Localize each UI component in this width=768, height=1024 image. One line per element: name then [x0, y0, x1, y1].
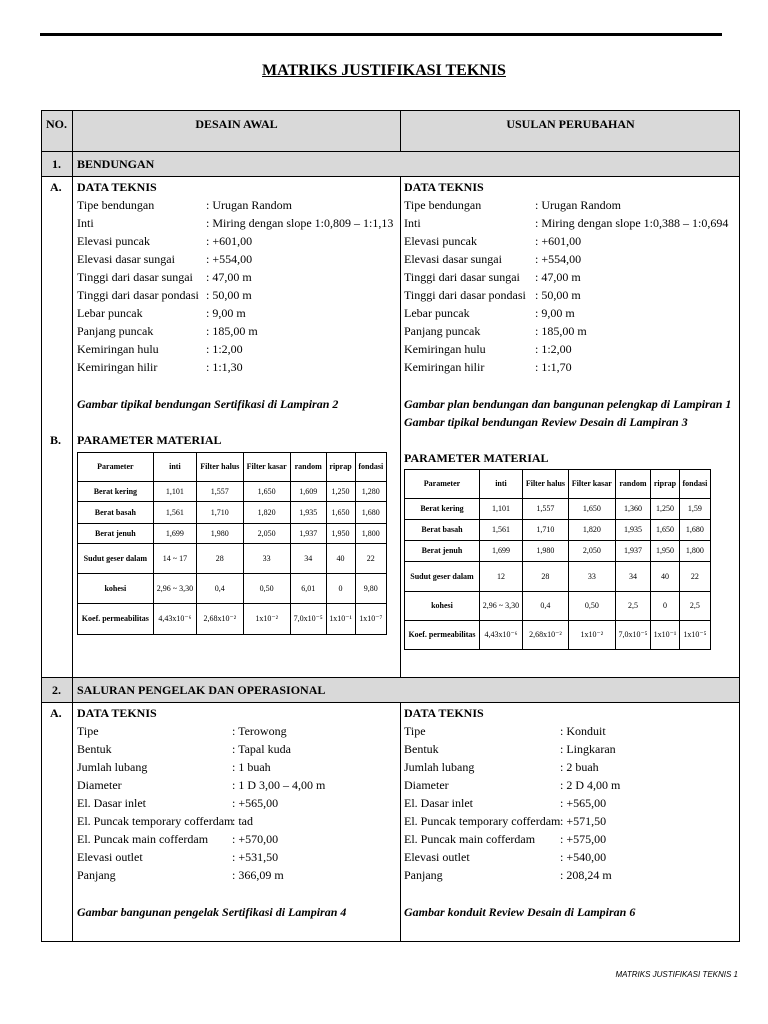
data-value: : Miring dengan slope 1:0,809 – 1:1,13	[206, 216, 394, 230]
page-footer: MATRIKS JUSTIFIKASI TEKNIS 1	[615, 970, 738, 979]
table-cell: 0,4	[197, 574, 243, 604]
data-value: : 2 D 4,00 m	[560, 778, 621, 792]
data-label: Tipe	[77, 724, 99, 738]
item-number: A.	[50, 180, 62, 194]
table-row-label: kohesi	[78, 574, 154, 604]
table-cell: 1x10⁻⁵	[679, 621, 710, 650]
table-cell: 1,557	[197, 482, 243, 502]
table-cell: 1,101	[479, 499, 522, 520]
data-label: Elevasi puncak	[404, 234, 477, 248]
table-cell: 1,680	[679, 520, 710, 541]
table-cell: 1,937	[290, 524, 326, 544]
figure-note: Gambar plan bendungan dan bangunan pelengkap di Lampiran 1	[404, 397, 732, 411]
table-cell: 1,980	[197, 524, 243, 544]
figure-note: Gambar bangunan pengelak Sertifikasi di Lampiran 4	[77, 905, 347, 919]
table-cell: 2,5	[679, 592, 710, 621]
table-cell: 4,43x10⁻⁶	[153, 604, 196, 635]
section-number: 1.	[52, 157, 61, 171]
table-cell: 1,950	[651, 541, 680, 562]
figure-note: Gambar konduit Review Desain di Lampiran 6	[404, 905, 636, 919]
data-value: : 208,24 m	[560, 868, 612, 882]
data-value: : 47,00 m	[535, 270, 581, 284]
table-row	[405, 621, 711, 650]
table-cell: 28	[197, 544, 243, 574]
table-cell: 1,710	[522, 520, 568, 541]
col-rule	[400, 176, 401, 678]
data-value: : Konduit	[560, 724, 606, 738]
data-value: : tad	[232, 814, 253, 828]
data-label: Bentuk	[77, 742, 112, 756]
table-cell: 1,710	[197, 502, 243, 524]
table-cell: 6,01	[290, 574, 326, 604]
table-cell: 1,820	[243, 502, 290, 524]
table-row	[78, 544, 387, 574]
rule	[41, 151, 740, 152]
data-label: Tipe	[404, 724, 426, 738]
table-row	[78, 502, 387, 524]
data-label: Kemiringan hilir	[404, 360, 485, 374]
table-cell: 2,68x10⁻²	[522, 621, 568, 650]
data-value: : 1 buah	[232, 760, 271, 774]
table-header-cell: Filter halus	[522, 470, 568, 499]
data-value: : +565,00	[232, 796, 279, 810]
data-value: : 9,00 m	[206, 306, 246, 320]
table-cell: 14 ~ 17	[153, 544, 196, 574]
data-value: : Urugan Random	[206, 198, 292, 212]
table-cell: 2,5	[615, 592, 650, 621]
table-cell: 1,59	[679, 499, 710, 520]
data-value: : Terowong	[232, 724, 287, 738]
data-value: : 1:2,00	[535, 342, 572, 356]
table-cell: 1x10⁻¹	[651, 621, 680, 650]
table-cell: 33	[568, 562, 615, 592]
table-row	[405, 520, 711, 541]
table-header-cell: riprap	[326, 453, 355, 482]
table-cell: 1,561	[479, 520, 522, 541]
data-label: Diameter	[77, 778, 122, 792]
table-header-cell: inti	[479, 470, 522, 499]
table-cell: 22	[355, 544, 386, 574]
table-cell: 1,935	[615, 520, 650, 541]
data-label: Elevasi dasar sungai	[77, 252, 175, 266]
table-row	[78, 482, 387, 502]
table-cell: 1,650	[243, 482, 290, 502]
page-title: MATRIKS JUSTIFIKASI TEKNIS	[262, 62, 506, 79]
data-heading: DATA TEKNIS	[77, 706, 157, 720]
data-label: Elevasi puncak	[77, 234, 150, 248]
table-row	[405, 592, 711, 621]
table-cell: 1x10⁻⁷	[355, 604, 386, 635]
table-cell: 2,96 ~ 3,30	[479, 592, 522, 621]
table-cell: 1,650	[326, 502, 355, 524]
rule	[41, 702, 740, 703]
table-row-label: kohesi	[405, 592, 480, 621]
data-value: : 50,00 m	[535, 288, 581, 302]
data-value: : 1:1,70	[535, 360, 572, 374]
data-value: : 185,00 m	[206, 324, 258, 338]
table-cell: 1,950	[326, 524, 355, 544]
table-cell: 2,96 ~ 3,30	[153, 574, 196, 604]
table-cell: 1x10⁻¹	[326, 604, 355, 635]
figure-note: Gambar tipikal bendungan Sertifikasi di Lampiran 2	[77, 397, 339, 411]
table-cell: 40	[651, 562, 680, 592]
data-label: El. Puncak main cofferdam	[77, 832, 209, 846]
data-label: Elevasi outlet	[77, 850, 143, 864]
col-rule	[72, 110, 73, 942]
data-label: Tinggi dari dasar sungai	[404, 270, 520, 284]
table-cell: 1,280	[355, 482, 386, 502]
data-heading: DATA TEKNIS	[77, 180, 157, 194]
data-label: Tipe bendungan	[404, 198, 482, 212]
table-cell: 1,699	[479, 541, 522, 562]
table-cell: 4,43x10⁻⁶	[479, 621, 522, 650]
table-row-label: Sudut geser dalam	[78, 544, 154, 574]
data-label: Inti	[404, 216, 421, 230]
table-cell: 1,980	[522, 541, 568, 562]
param-heading: PARAMETER MATERIAL	[404, 451, 549, 465]
data-value: : +531,50	[232, 850, 279, 864]
data-value: : +601,00	[206, 234, 253, 248]
table-cell: 0	[651, 592, 680, 621]
table-cell: 34	[615, 562, 650, 592]
data-value: : +540,00	[560, 850, 607, 864]
data-label: El. Dasar inlet	[404, 796, 473, 810]
table-row-label: Berat kering	[78, 482, 154, 502]
data-value: : 366,09 m	[232, 868, 284, 882]
table-row-label: Berat basah	[78, 502, 154, 524]
table-cell: 1,250	[326, 482, 355, 502]
table-cell: 1x10⁻²	[243, 604, 290, 635]
material-table-left	[77, 452, 387, 635]
table-cell: 9,80	[355, 574, 386, 604]
table-cell: 7,0x10⁻⁵	[290, 604, 326, 635]
table-row	[405, 562, 711, 592]
table-cell: 1,650	[651, 520, 680, 541]
data-value: : +575,00	[560, 832, 607, 846]
data-label: Jumlah lubang	[404, 760, 475, 774]
data-label: Bentuk	[404, 742, 439, 756]
col-header-no: NO.	[46, 117, 67, 131]
table-cell: 1,680	[355, 502, 386, 524]
data-heading: DATA TEKNIS	[404, 180, 484, 194]
data-label: El. Dasar inlet	[77, 796, 146, 810]
data-value: : +565,00	[560, 796, 607, 810]
data-label: Panjang puncak	[77, 324, 154, 338]
data-value: : +554,00	[206, 252, 253, 266]
col-header-desain-awal: DESAIN AWAL	[195, 117, 278, 131]
table-cell: 0,50	[568, 592, 615, 621]
table-cell: 1,561	[153, 502, 196, 524]
data-label: Panjang	[77, 868, 116, 882]
table-cell: 33	[243, 544, 290, 574]
table-cell: 1,820	[568, 520, 615, 541]
table-cell: 2,050	[568, 541, 615, 562]
table-cell: 7,0x10⁻⁵	[615, 621, 650, 650]
table-row-label: Sudut geser dalam	[405, 562, 480, 592]
data-value: : Lingkaran	[560, 742, 616, 756]
table-cell: 0,50	[243, 574, 290, 604]
data-value: : 185,00 m	[535, 324, 587, 338]
data-label: Lebar puncak	[77, 306, 143, 320]
table-cell: 2,050	[243, 524, 290, 544]
data-label: Lebar puncak	[404, 306, 470, 320]
data-label: Elevasi dasar sungai	[404, 252, 502, 266]
material-table-right	[404, 469, 711, 650]
data-value: : 1 D 3,00 – 4,00 m	[232, 778, 326, 792]
table-cell: 1,360	[615, 499, 650, 520]
table-header-cell: Parameter	[78, 453, 154, 482]
item-number: A.	[50, 706, 62, 720]
data-value: : 1:2,00	[206, 342, 243, 356]
rule	[41, 176, 740, 177]
table-header-cell: Filter kasar	[568, 470, 615, 499]
data-value: : 9,00 m	[535, 306, 575, 320]
data-label: Panjang	[404, 868, 443, 882]
table-header-cell: random	[290, 453, 326, 482]
data-label: Kemiringan hulu	[77, 342, 159, 356]
table-cell: 1,250	[651, 499, 680, 520]
figure-note: Gambar tipikal bendungan Review Desain di Lampiran 3	[404, 415, 688, 429]
table-cell: 1,557	[522, 499, 568, 520]
table-row-label: Berat kering	[405, 499, 480, 520]
data-label: Tipe bendungan	[77, 198, 155, 212]
table-header-cell: fondasi	[679, 470, 710, 499]
top-rule	[40, 33, 722, 36]
table-cell: 1x10⁻²	[568, 621, 615, 650]
table-cell: 34	[290, 544, 326, 574]
data-label: Diameter	[404, 778, 449, 792]
table-row	[78, 574, 387, 604]
table-header-cell: Filter halus	[197, 453, 243, 482]
table-row	[78, 524, 387, 544]
table-row-label: Koef. permeabilitas	[78, 604, 154, 635]
data-value: : Urugan Random	[535, 198, 621, 212]
table-cell: 1,800	[355, 524, 386, 544]
data-label: El. Puncak temporary cofferdam	[77, 814, 234, 828]
table-cell: 12	[479, 562, 522, 592]
table-header-cell: riprap	[651, 470, 680, 499]
data-value: : +601,00	[535, 234, 582, 248]
data-label: Elevasi outlet	[404, 850, 470, 864]
data-value: : 47,00 m	[206, 270, 252, 284]
table-header-cell: random	[615, 470, 650, 499]
table-cell: 40	[326, 544, 355, 574]
data-label: Inti	[77, 216, 94, 230]
table-cell: 1,650	[568, 499, 615, 520]
table-cell: 0	[326, 574, 355, 604]
table-cell: 0,4	[522, 592, 568, 621]
col-header-usulan: USULAN PERUBAHAN	[506, 117, 635, 131]
data-value: : 2 buah	[560, 760, 599, 774]
rule	[41, 677, 740, 678]
table-cell: 28	[522, 562, 568, 592]
section-title: SALURAN PENGELAK DAN OPERASIONAL	[77, 683, 326, 697]
table-header-cell: Filter kasar	[243, 453, 290, 482]
data-label: Kemiringan hilir	[77, 360, 158, 374]
table-row-label: Berat basah	[405, 520, 480, 541]
data-label: Kemiringan hulu	[404, 342, 486, 356]
table-cell: 1,609	[290, 482, 326, 502]
data-value: : 1:1,30	[206, 360, 243, 374]
section-number: 2.	[52, 683, 61, 697]
table-cell: 1,800	[679, 541, 710, 562]
table-cell: 1,937	[615, 541, 650, 562]
data-label: Tinggi dari dasar pondasi	[404, 288, 526, 302]
table-cell: 1,101	[153, 482, 196, 502]
item-number: B.	[50, 433, 62, 447]
table-header-cell: Parameter	[405, 470, 480, 499]
data-heading: DATA TEKNIS	[404, 706, 484, 720]
table-cell: 2,68x10⁻²	[197, 604, 243, 635]
data-label: Panjang puncak	[404, 324, 481, 338]
table-cell: 1,699	[153, 524, 196, 544]
table-cell: 1,935	[290, 502, 326, 524]
section-title: BENDUNGAN	[77, 157, 155, 171]
table-row	[405, 541, 711, 562]
data-label: Jumlah lubang	[77, 760, 148, 774]
table-row	[78, 604, 387, 635]
data-label: Tinggi dari dasar sungai	[77, 270, 193, 284]
data-label: El. Puncak main cofferdam	[404, 832, 536, 846]
table-row-label: Berat jenuh	[405, 541, 480, 562]
table-row	[405, 499, 711, 520]
data-value: : +554,00	[535, 252, 582, 266]
col-rule	[400, 702, 401, 942]
table-row-label: Berat jenuh	[78, 524, 154, 544]
param-heading: PARAMETER MATERIAL	[77, 433, 222, 447]
table-header-cell: inti	[153, 453, 196, 482]
table-row-label: Koef. permeabilitas	[405, 621, 480, 650]
data-value: : +570,00	[232, 832, 279, 846]
data-label: Tinggi dari dasar pondasi	[77, 288, 199, 302]
data-value: : +571,50	[560, 814, 607, 828]
data-value: : Miring dengan slope 1:0,388 – 1:0,694	[535, 216, 729, 230]
table-cell: 22	[679, 562, 710, 592]
data-label: El. Puncak temporary cofferdam	[404, 814, 561, 828]
table-header-cell: fondasi	[355, 453, 386, 482]
data-value: : 50,00 m	[206, 288, 252, 302]
data-value: : Tapal kuda	[232, 742, 291, 756]
